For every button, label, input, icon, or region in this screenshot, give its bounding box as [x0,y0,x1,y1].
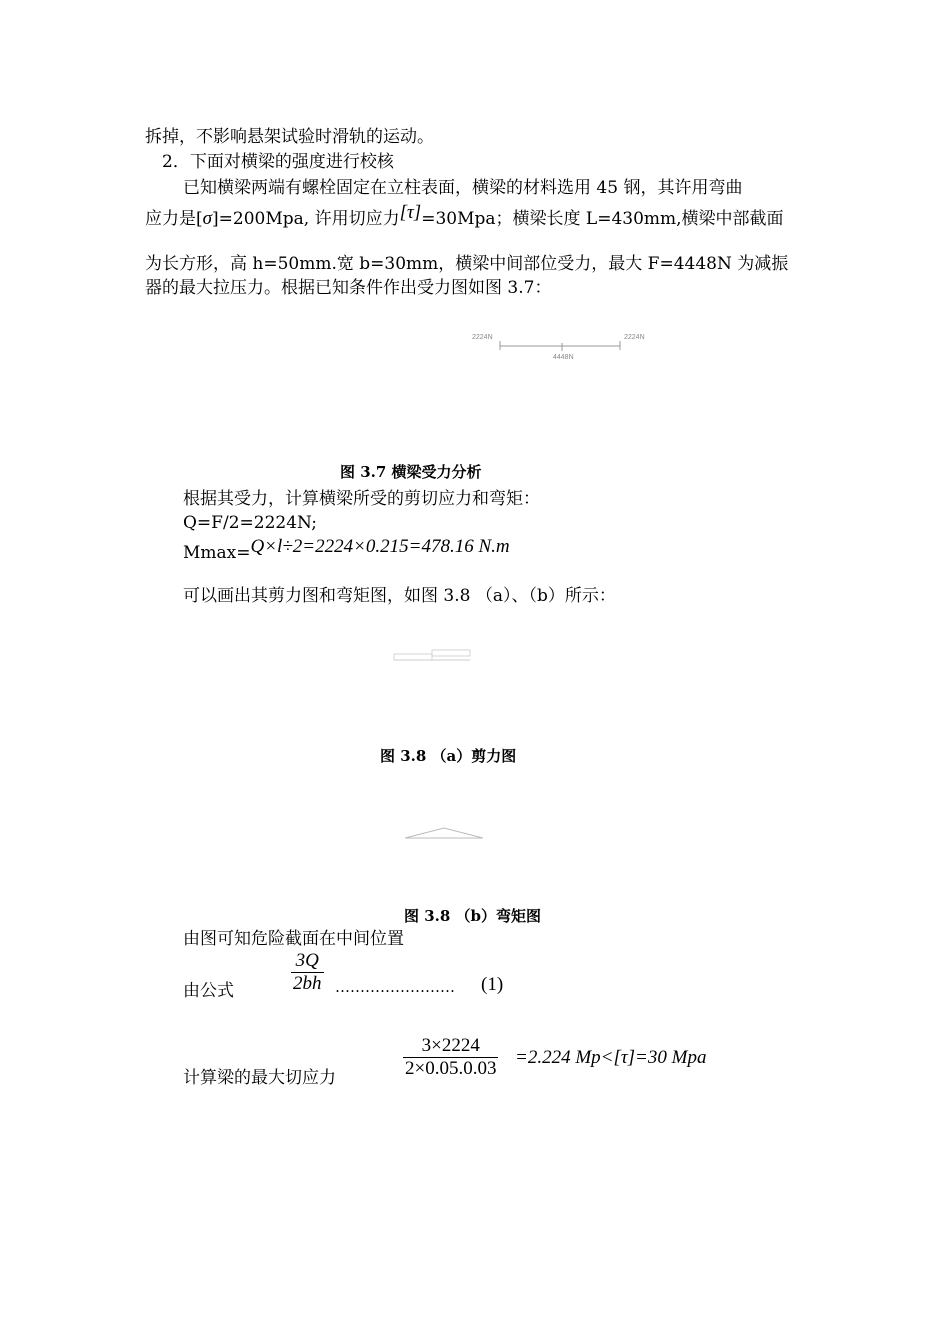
sigma-symbol: σ [202,208,213,229]
text-line-3: 已知横梁两端有螺栓固定在立柱表面，横梁的材料选用 45 钢，其许用弯曲 [183,178,743,198]
formula-fraction [291,950,324,995]
formula-dots: …………………… [335,978,455,996]
tau-symbol: τ [406,202,414,223]
danger-section-text: 由图可知危险截面在中间位置 [183,929,404,949]
mmax-label: Mmax= [183,543,251,563]
mmax-formula [183,536,510,563]
text-segment: =30Mpa；横梁长度 L=430mm,横梁中部截面 [421,209,784,229]
tau-bracket: [τ] [399,202,422,223]
text-line-4 [145,202,784,230]
formula-numerator: 3Q [291,950,324,973]
beam-diagram [495,338,625,354]
text-segment: 应力是[ [145,209,203,229]
text-line-5: 为长方形，高 h=50mm.宽 b=30mm，横梁中间部位受力，最大 F=4448N 为减振 [145,254,789,274]
max-shear-result: =2.224 Mp<[τ]=30 Mpa [515,1047,707,1068]
mmax-expression: Q×l÷2=2224×0.215=478.16 N.m [250,536,510,557]
formula-tag: (1) [481,974,504,995]
formula-denominator: 2bh [293,973,322,994]
right-force-label: 2224N [624,334,645,341]
left-force-label: 2224N [472,334,493,341]
max-shear-label: 计算梁的最大切应力 [183,1068,336,1088]
figure-3-8b-caption: 图 3.8 （b）弯矩图 [404,907,542,925]
max-shear-denominator: 2×0.05.0.03 [405,1058,497,1079]
q-formula: Q=F/2=2224N; [183,513,318,533]
formula-label: 由公式 [183,981,234,1001]
text-line-1: 拆掉，不影响悬架试验时滑轨的运动。 [145,127,434,147]
figure-3-7-caption: 图 3.7 横梁受力分析 [340,463,482,481]
max-shear-numerator: 3×2224 [403,1035,498,1058]
max-shear-fraction [403,1035,498,1080]
fig38-intro: 可以画出其剪力图和弯矩图，如图 3.8 （a）、（b）所示： [183,586,616,606]
figure-3-8a-caption: 图 3.8 （a）剪力图 [380,747,517,765]
shear-diagram [392,650,472,662]
text-segment: ]=200Mpa, 许用切应力 [212,209,400,229]
text-line-6: 器的最大拉压力。根据已知条件作出受力图如图 3.7： [145,278,552,298]
text-line-2: 2．下面对横梁的强度进行校核 [162,152,394,172]
calc-intro: 根据其受力，计算横梁所受的剪切应力和弯矩： [183,489,540,509]
center-force-label: 4448N [553,354,574,361]
moment-diagram [403,826,485,840]
